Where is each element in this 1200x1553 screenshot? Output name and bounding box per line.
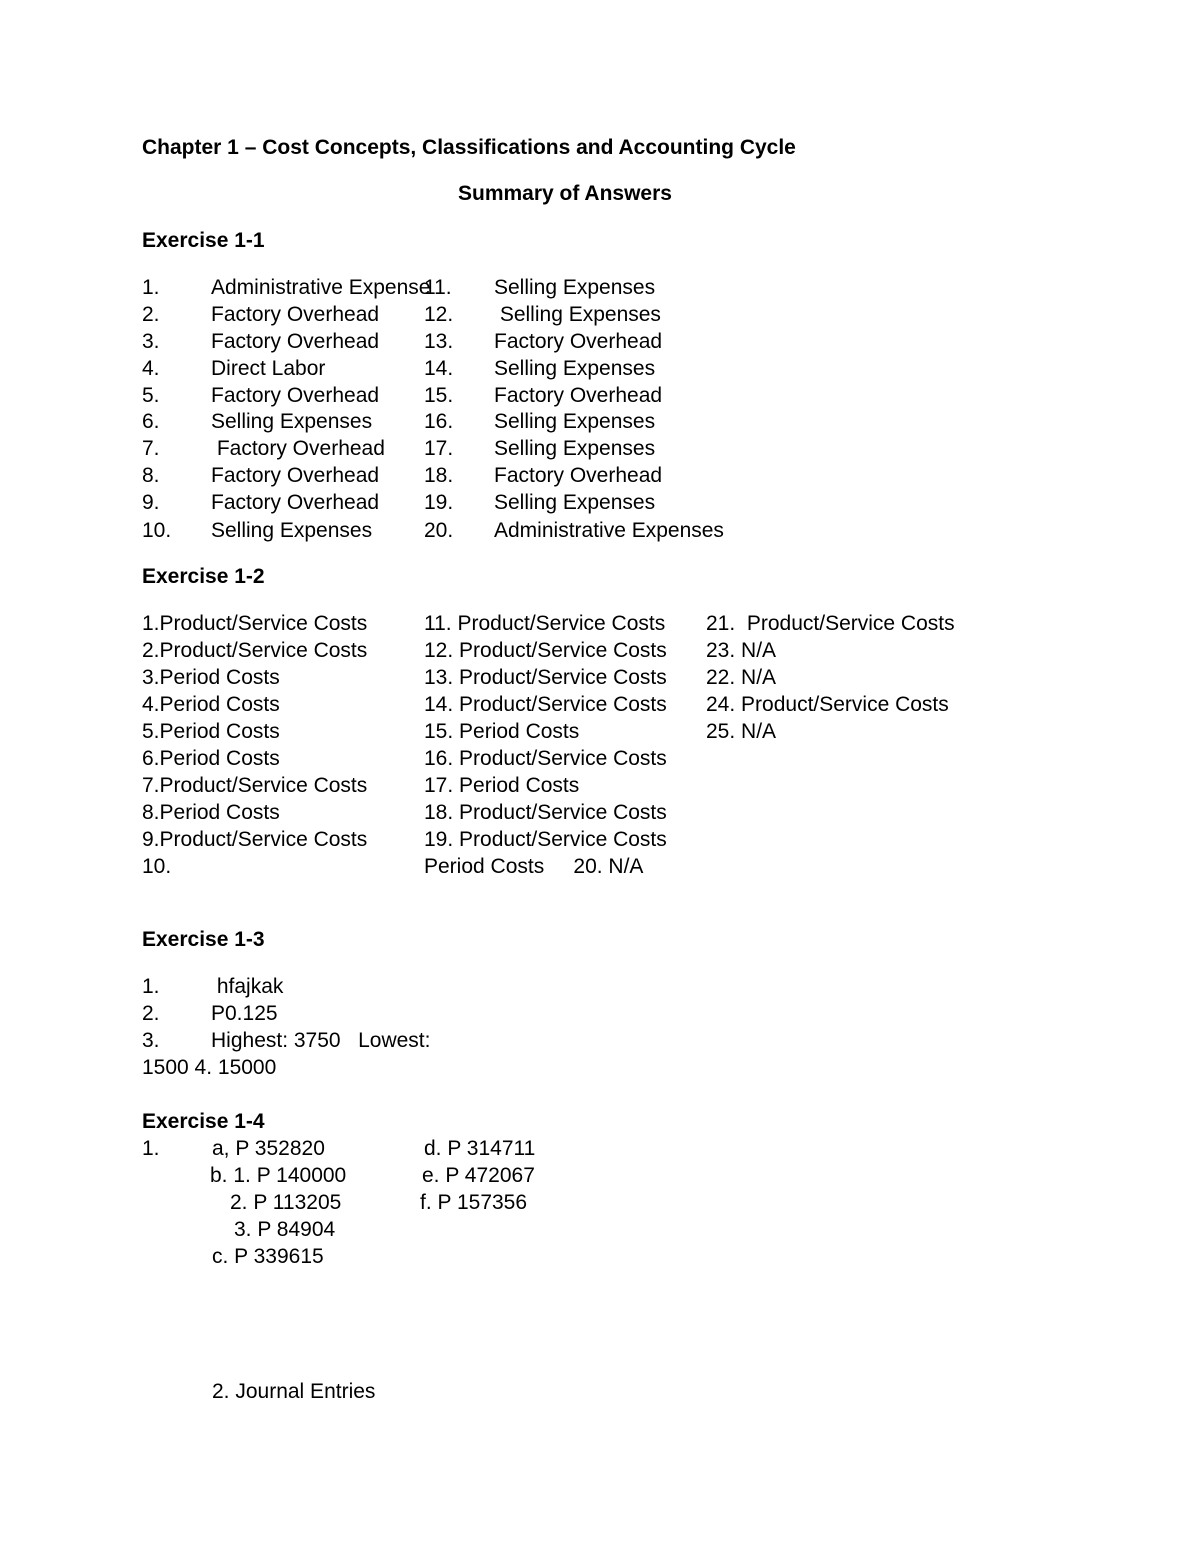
list-item-number: 3. (142, 330, 160, 353)
list-item: Selling Expenses (494, 303, 661, 326)
exercise-1-2-heading: Exercise 1-2 (142, 565, 265, 588)
list-item: 23. N/A (706, 639, 777, 662)
journal-entries-label: 2. Journal Entries (212, 1380, 376, 1403)
list-item-number: 1. (142, 975, 160, 998)
list-item: Highest: 3750 Lowest: (211, 1029, 431, 1052)
list-item: 11. Product/Service Costs (424, 612, 666, 635)
list-item-number: 10. (142, 519, 172, 542)
list-item: 1.Product/Service Costs (142, 612, 368, 635)
list-item: hfajkak (211, 975, 284, 998)
list-item: Direct Labor (211, 357, 326, 380)
list-item-number: 6. (142, 410, 160, 433)
list-item: Factory Overhead (211, 491, 380, 514)
list-item: Selling Expenses (494, 276, 656, 299)
list-item: 6.Period Costs (142, 747, 280, 770)
list-item-number: 4. (142, 357, 160, 380)
list-item: Administrative Expense (211, 276, 431, 299)
list-item: Selling Expenses (494, 437, 656, 460)
list-item: Selling Expenses (211, 410, 373, 433)
exercise-1-3-heading: Exercise 1-3 (142, 928, 265, 951)
list-item: c. P 339615 (212, 1245, 324, 1268)
list-item: Administrative Expenses (494, 519, 724, 542)
list-item: Factory Overhead (494, 330, 663, 353)
list-item: 9.Product/Service Costs (142, 828, 368, 851)
list-item: 14. Product/Service Costs (424, 693, 667, 716)
list-item: 5.Period Costs (142, 720, 280, 743)
list-item-number: 17. (424, 437, 454, 460)
list-item: 3.Period Costs (142, 666, 280, 689)
list-item: 2.Product/Service Costs (142, 639, 368, 662)
document-subtitle: Summary of Answers (458, 182, 672, 205)
list-item: Selling Expenses (494, 491, 656, 514)
list-item: Factory Overhead (211, 330, 380, 353)
list-item: e. P 472067 (422, 1164, 535, 1187)
list-item: a, P 352820 (212, 1137, 325, 1160)
list-item: Selling Expenses (211, 519, 373, 542)
list-item-number: 20. (424, 519, 454, 542)
list-item-number: 8. (142, 464, 160, 487)
list-item: Factory Overhead (211, 464, 380, 487)
list-item: 3. P 84904 (234, 1218, 336, 1241)
list-item-number: 3. (142, 1029, 160, 1052)
list-item: 25. N/A (706, 720, 777, 743)
list-item: 24. Product/Service Costs (706, 693, 949, 716)
list-item: 22. N/A (706, 666, 777, 689)
list-item-number: 11. (424, 276, 452, 299)
document-title: Chapter 1 – Cost Concepts, Classifications and Accounting Cycle (142, 136, 796, 159)
list-item: 12. Product/Service Costs (424, 639, 667, 662)
list-item: Period Costs 20. N/A (424, 855, 644, 878)
list-item: 4.Period Costs (142, 693, 280, 716)
list-item: 8.Period Costs (142, 801, 280, 824)
exercise-1-4-heading: Exercise 1-4 (142, 1110, 265, 1133)
list-item-number: 7. (142, 437, 160, 460)
list-item: Selling Expenses (494, 357, 656, 380)
list-item: Factory Overhead (211, 303, 380, 326)
list-item-number: 2. (142, 1002, 160, 1025)
list-item-number: 9. (142, 491, 160, 514)
list-item: 13. Product/Service Costs (424, 666, 667, 689)
list-item: Selling Expenses (494, 410, 656, 433)
list-item-number: 12. (424, 303, 454, 326)
list-item: 2. P 113205 (230, 1191, 342, 1214)
list-item: 10. (142, 855, 172, 878)
list-item: 7.Product/Service Costs (142, 774, 368, 797)
list-item: Factory Overhead (494, 464, 663, 487)
list-item-number: 5. (142, 384, 160, 407)
list-item-number: 16. (424, 410, 454, 433)
list-item-number: 2. (142, 303, 160, 326)
list-item: Factory Overhead (494, 384, 663, 407)
list-item: 1500 4. 15000 (142, 1056, 277, 1079)
list-item: b. 1. P 140000 (210, 1164, 347, 1187)
list-item: 15. Period Costs (424, 720, 580, 743)
list-item: 16. Product/Service Costs (424, 747, 667, 770)
list-item: 19. Product/Service Costs (424, 828, 667, 851)
list-item: 17. Period Costs (424, 774, 580, 797)
list-item-number: 1. (142, 276, 160, 299)
list-item-number: 1. (142, 1137, 160, 1160)
list-item-number: 14. (424, 357, 454, 380)
list-item-number: 18. (424, 464, 454, 487)
list-item: 21. Product/Service Costs (706, 612, 955, 635)
list-item: f. P 157356 (420, 1191, 528, 1214)
list-item: d. P 314711 (424, 1137, 536, 1160)
list-item: P0.125 (211, 1002, 278, 1025)
list-item: Factory Overhead (211, 384, 380, 407)
list-item-number: 19. (424, 491, 454, 514)
list-item-number: 15. (424, 384, 454, 407)
list-item-number: 13. (424, 330, 454, 353)
exercise-1-1-heading: Exercise 1-1 (142, 229, 265, 252)
list-item: Factory Overhead (211, 437, 385, 460)
list-item: 18. Product/Service Costs (424, 801, 667, 824)
